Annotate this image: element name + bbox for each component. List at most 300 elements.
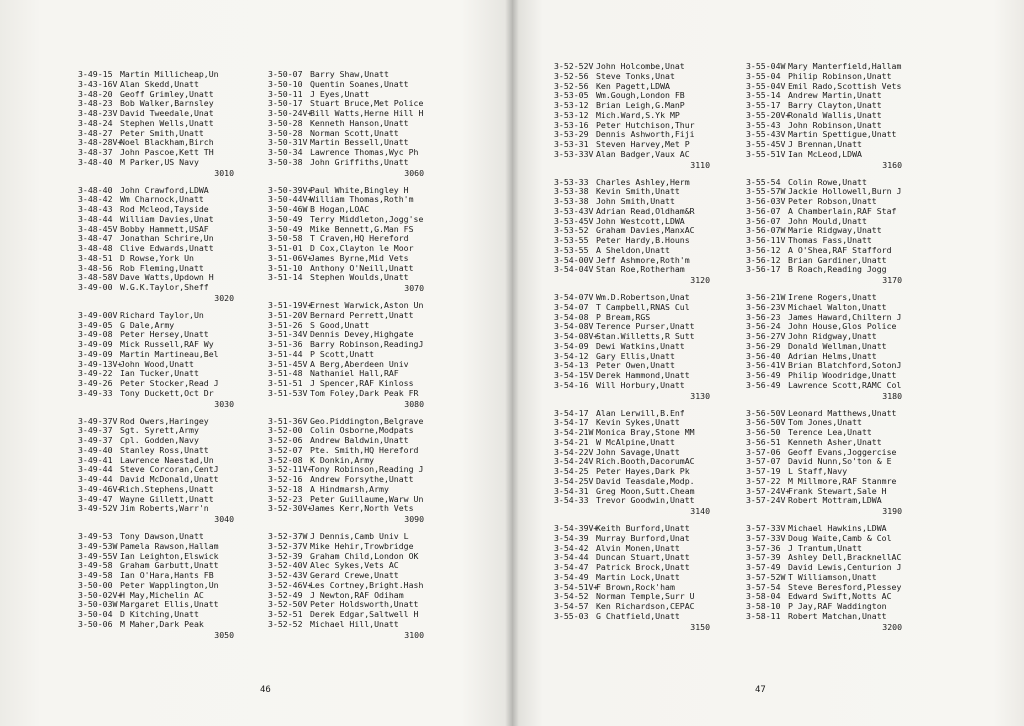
finish-time: 3-49-05 xyxy=(78,319,113,330)
runner-name-club: John Holcombe,Unat xyxy=(596,61,685,71)
runner-name-club: Philip Woodridge,Unatt xyxy=(788,370,897,380)
finish-time: 3-56-40 xyxy=(746,350,781,361)
runner-name-club: Martin Lock,Unatt xyxy=(596,571,680,582)
runner-name-club: Brian Leigh,G.ManP xyxy=(596,100,685,110)
results-block xyxy=(268,186,468,294)
results-block xyxy=(268,532,468,640)
runner-name-club: Peter Hayes,Dark Pk xyxy=(596,466,690,476)
finish-time: 3-52-51 xyxy=(268,609,303,619)
finish-time: 3-54-39 xyxy=(554,532,589,543)
finish-time: 3-54-13 xyxy=(554,360,589,371)
finish-time: 3-57-07 xyxy=(746,456,781,467)
finish-time: 3-52-52V xyxy=(554,61,594,71)
position-subtotal: 3030 xyxy=(214,398,234,409)
finish-time: 3-56-12 xyxy=(746,244,781,255)
result-row xyxy=(78,158,278,168)
runner-name-club: Derek Edgar,Saltwell H xyxy=(310,609,419,619)
runner-name-club: Monica Bray,Stone MM xyxy=(596,427,695,437)
runner-name-club: J Eyes,Unatt xyxy=(310,88,370,99)
finish-time: 3-52-39 xyxy=(268,550,303,561)
finish-time: 3-54-49 xyxy=(554,571,589,582)
finish-time: 3-56-49 xyxy=(746,379,781,390)
finish-time: 3-54-04V xyxy=(554,264,594,275)
runner-name-club: Bob Walker,Barnsley xyxy=(120,98,214,109)
runner-name-club: Martin Millicheap,Un xyxy=(120,69,219,79)
finish-time: 3-49-22 xyxy=(78,368,113,379)
runner-name-club: Thomas Fass,Unatt xyxy=(788,235,872,245)
finish-time: 3-57-52W xyxy=(746,571,786,582)
runner-name-club: Alan Badger,Vaux AC xyxy=(596,148,690,159)
runner-name-club: Rod Mcleod,Tayside xyxy=(120,204,209,214)
finish-time: 3-54-57 xyxy=(554,601,589,611)
result-row xyxy=(746,265,946,275)
finish-time: 3-58-04 xyxy=(746,591,781,602)
finish-time: 3-48-51 xyxy=(78,252,113,263)
finish-time: 3-58-10 xyxy=(746,601,781,611)
finish-time: 3-48-48 xyxy=(78,243,113,253)
result-row xyxy=(554,150,754,160)
runner-name-club: Kenneth Hanson,Unatt xyxy=(310,117,409,128)
runner-name-club: David Tweedale,Unat xyxy=(120,108,214,118)
finish-time: 3-56-07W xyxy=(746,225,786,236)
finish-time: 3-52-37W xyxy=(268,531,308,541)
runner-name-club: David Nunn,So'ton & E xyxy=(788,456,892,467)
runner-name-club: Frank Stewart,Sale H xyxy=(788,485,887,496)
runner-name-club: Clive Edwards,Unatt xyxy=(120,243,214,253)
runner-name-club: G Dale,Army xyxy=(120,319,175,330)
finish-time: 3-49-08 xyxy=(78,329,113,340)
finish-time: 3-51-06V+ xyxy=(268,252,313,263)
results-block xyxy=(78,532,278,640)
runner-name-club: D Cox,Clayton le Moor xyxy=(310,243,414,253)
finish-time: 3-52-56 xyxy=(554,70,589,81)
results-block xyxy=(554,409,754,517)
finish-time: 3-56-50V xyxy=(746,417,786,428)
finish-time: 3-48-44 xyxy=(78,213,113,224)
finish-time: 3-55-04 xyxy=(746,70,781,81)
finish-time: 3-57-33V xyxy=(746,532,786,543)
finish-time: 3-54-52 xyxy=(554,591,589,602)
runner-name-club: Tom Foley,Dark Peak FR xyxy=(310,387,419,398)
result-row xyxy=(554,496,754,506)
finish-time: 3-50-04 xyxy=(78,609,113,619)
finish-time: 3-48-58V xyxy=(78,272,118,283)
runner-name-club: Andrew Baldwin,Unatt xyxy=(310,435,409,445)
finish-time: 3-54-00V xyxy=(554,254,594,265)
runner-name-club: Colin Osborne,Modpats xyxy=(310,425,414,436)
finish-time: 3-54-07V xyxy=(554,292,594,302)
finish-time: 3-57-49 xyxy=(746,562,781,572)
runner-name-club: A O'Shea,RAF Stafford xyxy=(788,244,892,255)
runner-name-club: Michael Hill,Unatt xyxy=(310,618,399,629)
finish-time: 3-50-17 xyxy=(268,98,303,109)
finish-time: 3-52-11V+ xyxy=(268,464,313,475)
runner-name-club: Keith Burford,Unatt xyxy=(596,523,690,533)
runner-name-club: Colin Rowe,Unatt xyxy=(788,176,867,187)
finish-time: 3-57-22 xyxy=(746,475,781,486)
runner-name-club: S Good,Unatt xyxy=(310,319,370,330)
runner-name-club: Rod Owers,Haringey xyxy=(120,415,209,426)
runner-name-club: W McAlpine,Unatt xyxy=(596,436,675,447)
finish-time: 3-49-33 xyxy=(78,387,113,398)
finish-time: 3-55-04W xyxy=(746,61,786,71)
finish-time: 3-57-19 xyxy=(746,466,781,476)
runner-name-club: Kenneth Asher,Unatt xyxy=(788,436,882,447)
position-subtotal: 3020 xyxy=(214,292,234,303)
runner-name-club: Peter Hardy,B.Houns xyxy=(596,235,690,245)
finish-time: 3-57-33V xyxy=(746,523,786,533)
finish-time: 3-48-40 xyxy=(78,156,113,167)
finish-time: 3-50-10 xyxy=(268,78,303,89)
runner-name-club: Ian McLeod,LDWA xyxy=(788,148,862,159)
runner-name-club: Peter Smith,Unatt xyxy=(120,127,204,138)
position-subtotal: 3200 xyxy=(882,621,902,632)
results-block xyxy=(746,524,946,632)
finish-time: 3-56-23 xyxy=(746,311,781,322)
results-block xyxy=(78,311,278,409)
finish-time: 3-49-37 xyxy=(78,435,113,445)
result-row xyxy=(554,612,754,622)
runner-name-club: Mike Hehir,Trowbridge xyxy=(310,540,414,551)
position-subtotal: 3180 xyxy=(882,390,902,401)
finish-time: 3-54-17 xyxy=(554,407,589,418)
runner-name-club: P Jay,RAF Waddington xyxy=(788,601,887,611)
runner-name-club: Margaret Ellis,Unatt xyxy=(120,599,219,610)
result-row xyxy=(78,620,278,630)
runner-name-club: Lawrence Naestad,Un xyxy=(120,454,214,465)
runner-name-club: Alvin Monen,Unatt xyxy=(596,542,680,553)
finish-time: 3-49-40 xyxy=(78,444,113,455)
runner-name-club: David McDonald,Unatt xyxy=(120,474,219,484)
finish-time: 3-48-56 xyxy=(78,262,113,273)
finish-time: 3-52-00 xyxy=(268,425,303,436)
finish-time: 3-55-43V xyxy=(746,129,786,140)
position-subtotal: 3110 xyxy=(690,159,710,170)
runner-name-club: Norman Temple,Surr U xyxy=(596,591,695,602)
finish-time: 3-48-20 xyxy=(78,88,113,99)
runner-name-club: J Trantum,Unatt xyxy=(788,542,862,553)
finish-time: 3-48-42 xyxy=(78,194,113,205)
runner-name-club: Trevor Goodwin,Unatt xyxy=(596,495,695,506)
runner-name-club: William Thomas,Roth'm xyxy=(310,194,414,205)
finish-time: 3-54-24V xyxy=(554,456,594,467)
runner-name-club: Dennis Ashworth,Fiji xyxy=(596,129,695,140)
finish-time: 3-53-16 xyxy=(554,119,589,130)
finish-time: 3-54-09 xyxy=(554,340,589,351)
runner-name-club: M Maher,Dark Peak xyxy=(120,618,204,629)
runner-name-club: Dewi Watkins,Unatt xyxy=(596,340,685,351)
runner-name-club: Ashley Dell,BracknellAC xyxy=(788,552,902,563)
runner-name-club: Anthony O'Neill,Unatt xyxy=(310,262,414,273)
result-row xyxy=(268,389,468,399)
runner-name-club: T Craven,HQ Hereford xyxy=(310,233,409,244)
runner-name-club: M Millmore,RAF Stanmre xyxy=(788,475,897,486)
runner-name-club: Cpl. Godden,Navy xyxy=(120,435,199,445)
finish-time: 3-49-53 xyxy=(78,531,113,541)
finish-time: 3-51-45V xyxy=(268,358,308,369)
results-block xyxy=(746,178,946,286)
runner-name-club: Dennis Devey,Highgate xyxy=(310,329,414,340)
finish-time: 3-55-51V xyxy=(746,148,786,159)
finish-time: 3-49-09 xyxy=(78,348,113,359)
finish-time: 3-49-37V xyxy=(78,415,118,426)
finish-time: 3-54-42 xyxy=(554,542,589,553)
runner-name-club: Barry Robinson,ReadingJ xyxy=(310,339,424,349)
runner-name-club: Paul White,Bingley H xyxy=(310,184,409,195)
result-row xyxy=(268,158,468,168)
results-column xyxy=(268,70,468,648)
finish-time: 3-49-53W xyxy=(78,540,118,551)
finish-time: 3-50-11 xyxy=(268,88,303,99)
book-spine xyxy=(505,0,519,726)
finish-time: 3-54-22V xyxy=(554,446,594,457)
runner-name-club: Ian Leighton,Elswick xyxy=(120,550,219,561)
runner-name-club: Robert Mottram,LDWA xyxy=(788,495,882,506)
runner-name-club: John Mould,Unatt xyxy=(788,215,867,226)
runner-name-club: James Haward,Chiltern J xyxy=(788,311,902,322)
finish-time: 3-50-07 xyxy=(268,69,303,79)
runner-name-club: Irene Rogers,Unatt xyxy=(788,292,877,302)
runner-name-club: Gerard Crewe,Unatt xyxy=(310,570,399,580)
runner-name-club: Wayne Gillett,Unatt xyxy=(120,493,214,504)
runner-name-club: Leonard Matthews,Unatt xyxy=(788,407,897,418)
runner-name-club: T Campbell,RNAS Cul xyxy=(596,301,690,312)
finish-time: 3-48-45V xyxy=(78,223,118,234)
runner-name-club: Geoff Grimley,Unatt xyxy=(120,88,214,99)
runner-name-club: Pamela Rawson,Hallam xyxy=(120,540,219,551)
finish-time: 3-56-41V xyxy=(746,360,786,371)
runner-name-club: Geoff Evans,Joggercise xyxy=(788,446,897,457)
finish-time: 3-50-06 xyxy=(78,618,113,629)
runner-name-club: Ken Richardson,CEPAC xyxy=(596,601,695,611)
runner-name-club: Steven Harvey,Met P xyxy=(596,139,690,149)
finish-time: 3-48-28V+ xyxy=(78,137,123,148)
runner-name-club: Peter Holdsworth,Unatt xyxy=(310,599,419,610)
runner-name-club: David Lewis,Centurion J xyxy=(788,562,902,572)
finish-time: 3-56-11V xyxy=(746,235,786,245)
runner-name-club: Patrick Brock,Unatt xyxy=(596,562,690,572)
runner-name-club: Ernest Warwick,Aston Un xyxy=(310,300,424,310)
runner-name-club: Mike Bennett,G.Man FS xyxy=(310,223,414,234)
finish-time: 3-51-10 xyxy=(268,262,303,273)
runner-name-club: Martin Bessell,Unatt xyxy=(310,137,409,148)
finish-time: 3-55-20V+ xyxy=(746,109,791,120)
finish-time: 3-50-00 xyxy=(78,579,113,590)
finish-time: 3-48-40 xyxy=(78,184,113,195)
runner-name-club: Donald Wellman,Unatt xyxy=(788,340,887,351)
results-block xyxy=(268,70,468,178)
runner-name-club: Martin Spettigue,Unatt xyxy=(788,129,897,140)
runner-name-club: Martin Martineau,Bel xyxy=(120,348,219,359)
finish-time: 3-54-31 xyxy=(554,485,589,496)
finish-time: 3-49-26 xyxy=(78,378,113,388)
finish-time: 3-55-14 xyxy=(746,90,781,101)
runner-name-club: Sgt. Syrett,Army xyxy=(120,425,199,436)
runner-name-club: Alan Lerwill,B.Enf xyxy=(596,407,685,418)
result-row xyxy=(746,612,946,622)
finish-time: 3-52-40V xyxy=(268,560,308,571)
runner-name-club: Andrew Martin,Unatt xyxy=(788,90,882,101)
runner-name-club: Derek Hammond,Unatt xyxy=(596,370,690,380)
finish-time: 3-54-08V xyxy=(554,321,594,332)
finish-time: 3-51-36 xyxy=(268,339,303,349)
runner-name-club: Rob Fleming,Unatt xyxy=(120,262,204,273)
result-row xyxy=(746,150,946,160)
finish-time: 3-56-50 xyxy=(746,427,781,437)
runner-name-club: Gary Ellis,Unatt xyxy=(596,350,675,361)
page-number: 47 xyxy=(755,685,766,695)
position-subtotal: 3040 xyxy=(214,514,234,524)
finish-time: 3-51-19V+ xyxy=(268,300,313,310)
runner-name-club: Ian O'Hara,Hants FB xyxy=(120,570,214,580)
runner-name-club: Kevin Sykes,Unatt xyxy=(596,417,680,428)
runner-name-club: P Bream,RGS xyxy=(596,311,651,322)
runner-name-club: H May,Michelin AC xyxy=(120,589,204,600)
runner-name-club: Stephen Wells,Unatt xyxy=(120,117,214,128)
finish-time: 3-54-33 xyxy=(554,495,589,506)
runner-name-club: Peter Hersey,Unatt xyxy=(120,329,209,340)
position-subtotal: 3170 xyxy=(882,275,902,285)
finish-time: 3-50-44V+ xyxy=(268,194,313,205)
result-row xyxy=(746,496,946,506)
finish-time: 3-55-17 xyxy=(746,100,781,110)
finish-time: 3-48-23 xyxy=(78,98,113,109)
runner-name-club: John Griffiths,Unatt xyxy=(310,156,409,167)
finish-time: 3-51-36V xyxy=(268,415,308,426)
finish-time: 3-53-52 xyxy=(554,225,589,236)
runner-name-club: B Hogan,LOAC xyxy=(310,204,370,214)
runner-name-club: Michael Hawkins,LDWA xyxy=(788,523,887,533)
runner-name-club: John Ridgway,Unatt xyxy=(788,331,877,341)
runner-name-club: Les Cortney,Bright.Hash xyxy=(310,579,424,590)
runner-name-club: Bernard Perrett,Unatt xyxy=(310,309,414,320)
finish-time: 3-56-21W xyxy=(746,292,786,302)
finish-time: 3-50-28 xyxy=(268,117,303,128)
runner-name-club: K Donkin,Army xyxy=(310,454,375,465)
position-subtotal: 3010 xyxy=(214,167,234,178)
finish-time: 3-49-41 xyxy=(78,454,113,465)
finish-time: 3-49-00V xyxy=(78,309,118,320)
runner-name-club: Brian Gardiner,Unatt xyxy=(788,254,887,265)
finish-time: 3-54-47 xyxy=(554,562,589,572)
finish-time: 3-51-01 xyxy=(268,243,303,253)
finish-time: 3-49-00 xyxy=(78,282,113,292)
finish-time: 3-53-55 xyxy=(554,235,589,245)
runner-name-club: M Parker,US Navy xyxy=(120,156,199,167)
runner-name-club: John Smith,Unatt xyxy=(596,196,675,206)
runner-name-club: Lawrence Scott,RAMC Col xyxy=(788,379,902,390)
finish-time: 3-52-52 xyxy=(268,618,303,629)
finish-time: 3-51-51 xyxy=(268,378,303,388)
finish-time: 3-53-33V xyxy=(554,148,594,159)
runner-name-club: Mick Russell,RAF Wy xyxy=(120,339,214,349)
finish-time: 3-54-08V+ xyxy=(554,331,599,341)
runner-name-club: J Brennan,Unatt xyxy=(788,139,862,149)
runner-name-club: Adrian Helms,Unatt xyxy=(788,350,877,361)
runner-name-club: Jim Roberts,Warr'n xyxy=(120,503,209,514)
finish-time: 3-57-39 xyxy=(746,552,781,563)
position-subtotal: 3150 xyxy=(690,621,710,632)
runner-name-club: Steve Beresford,Plessey xyxy=(788,581,902,592)
page-number: 46 xyxy=(260,685,271,695)
finish-time: 3-54-08 xyxy=(554,311,589,322)
finish-time: 3-55-04V xyxy=(746,80,786,91)
runner-name-club: Stanley Ross,Unatt xyxy=(120,444,209,455)
result-row xyxy=(78,389,278,399)
finish-time: 3-57-24V xyxy=(746,495,786,506)
finish-time: 3-56-51 xyxy=(746,436,781,447)
finish-time: 3-52-18 xyxy=(268,483,303,494)
finish-time: 3-53-12 xyxy=(554,109,589,120)
finish-time: 3-48-23V xyxy=(78,108,118,118)
runner-name-club: Ronald Wallis,Unatt xyxy=(788,109,882,120)
result-row xyxy=(554,381,754,391)
runner-name-club: Brian Blatchford,SotonJ xyxy=(788,360,902,371)
finish-time: 3-53-45V xyxy=(554,215,594,226)
finish-time: 3-50-28 xyxy=(268,127,303,138)
runner-name-club: Andrew Forsythe,Unatt xyxy=(310,474,414,484)
position-subtotal: 3050 xyxy=(214,629,234,640)
finish-time: 3-56-07 xyxy=(746,205,781,216)
finish-time: 3-49-09 xyxy=(78,339,113,349)
finish-time: 3-55-03 xyxy=(554,610,589,621)
runner-name-club: Graham Garbutt,Unatt xyxy=(120,560,219,571)
finish-time: 3-56-49 xyxy=(746,370,781,380)
finish-time: 3-49-37 xyxy=(78,425,113,436)
runner-name-club: J Spencer,RAF Kinloss xyxy=(310,378,414,388)
runner-name-club: Tony Dawson,Unatt xyxy=(120,531,204,541)
runner-name-club: Richard Taylor,Un xyxy=(120,309,204,320)
result-row xyxy=(554,265,754,275)
runner-name-club: Lawrence Thomas,Wyc Ph xyxy=(310,147,419,157)
runner-name-club: James Kerr,North Vets xyxy=(310,503,414,514)
finish-time: 3-52-50V xyxy=(268,599,308,610)
finish-time: 3-50-39V+ xyxy=(268,184,313,195)
runner-name-club: J Dennis,Camb Univ L xyxy=(310,531,409,541)
result-row xyxy=(746,381,946,391)
runner-name-club: Norman Scott,Unatt xyxy=(310,127,399,138)
finish-time: 3-54-51V+ xyxy=(554,581,599,592)
finish-time: 3-50-38 xyxy=(268,156,303,167)
finish-time: 3-50-49 xyxy=(268,223,303,234)
finish-time: 3-51-53V xyxy=(268,387,308,398)
runner-name-club: Stan.Willetts,R Sutt xyxy=(596,331,695,341)
runner-name-club: Robert Matchan,Unatt xyxy=(788,610,887,621)
finish-time: 3-56-29 xyxy=(746,340,781,351)
runner-name-club: Stephen Woulds,Unatt xyxy=(310,272,409,283)
runner-name-club: Wm Charnock,Unatt xyxy=(120,194,204,205)
runner-name-club: Wm.D.Robertson,Unat xyxy=(596,292,690,302)
runner-name-club: Peter Stocker,Read J xyxy=(120,378,219,388)
runner-name-club: Stuart Bruce,Met Police xyxy=(310,98,424,109)
finish-time: 3-50-24V+ xyxy=(268,108,313,118)
position-subtotal: 3130 xyxy=(690,390,710,401)
finish-time: 3-57-36 xyxy=(746,542,781,553)
finish-time: 3-52-30V+ xyxy=(268,503,313,514)
runner-name-club: Steve Tonks,Unat xyxy=(596,70,675,81)
runner-name-club: John Westcott,LDWA xyxy=(596,215,685,226)
position-subtotal: 3080 xyxy=(404,398,424,409)
results-block xyxy=(268,417,468,525)
runner-name-club: Adrian Read,Oldham&R xyxy=(596,205,695,216)
finish-time: 3-49-44 xyxy=(78,474,113,484)
finish-time: 3-48-37 xyxy=(78,147,113,157)
runner-name-club: Bill Watts,Herne Hill H xyxy=(310,108,424,118)
runner-name-club: Peter Wapplington,Un xyxy=(120,579,219,590)
finish-time: 3-53-31 xyxy=(554,139,589,149)
runner-name-club: John Crawford,LDWA xyxy=(120,184,209,195)
runner-name-club: Doug Waite,Camb & Col xyxy=(788,532,892,543)
